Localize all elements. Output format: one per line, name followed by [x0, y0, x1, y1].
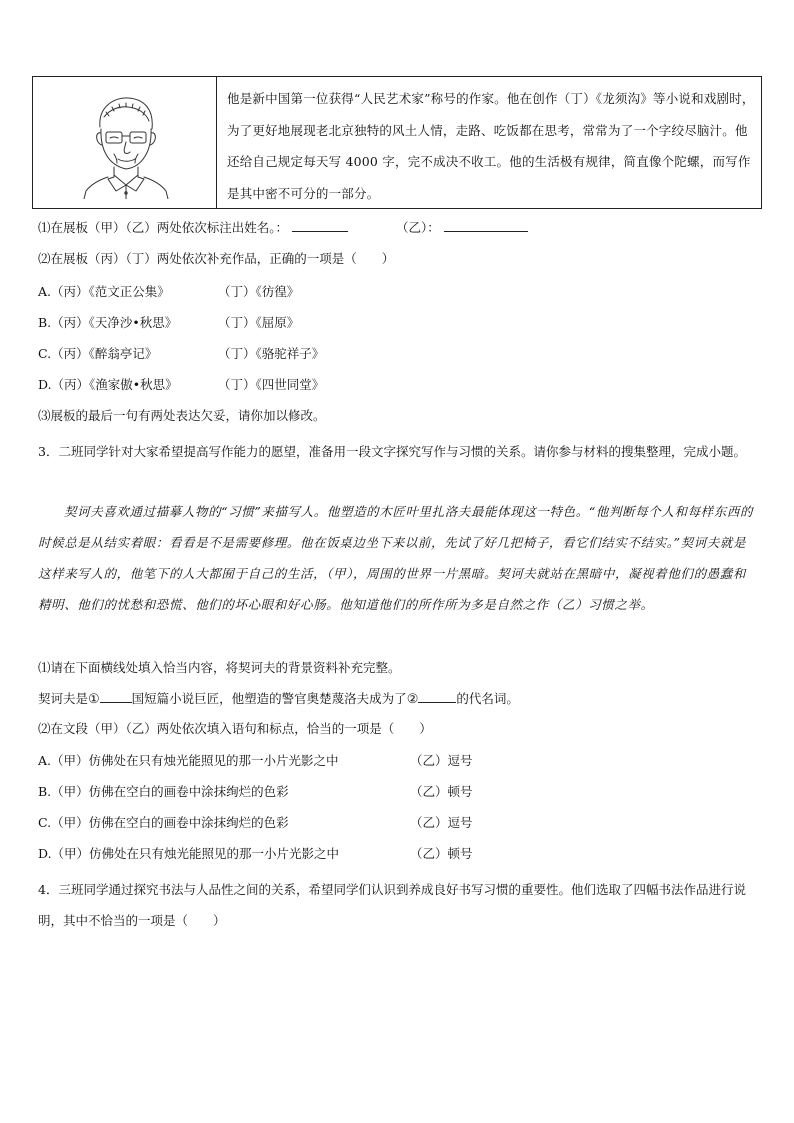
q3-option-a-right: （乙）逗号 [410, 753, 473, 768]
q2-sub1 [38, 218, 528, 236]
blank-1[interactable] [100, 690, 132, 703]
q3-option-d-right: （乙）顿号 [410, 846, 473, 861]
q3-sub1: ⑴请在下面横线处填入恰当内容，将契诃夫的背景资料补充完整。 [38, 660, 401, 675]
portrait-cell [33, 77, 217, 208]
author-profile-box [32, 76, 762, 209]
q3-option-c-right: （乙）逗号 [410, 815, 473, 830]
q3-sub2: ⑵在文段（甲）（乙）两处依次填入语句和标点，恰当的一项是（ ） [38, 721, 432, 736]
q4-stem: 4．三班同学通过探究书法与人品性之间的关系，希望同学们认识到养成良好书写习惯的重要性。他们选取了四幅书法作品进行说明，其中不恰当的一项是（ ） [38, 882, 746, 928]
circle-2-marker: ② [406, 692, 419, 707]
q3-option-d[interactable]: D.（甲）仿佛处在只有烛光能照见的那一小片光影之中 [38, 846, 340, 861]
author-bio: 他是新中国第一位获得“人民艺术家”称号的作家。他在创作（丁）《龙须沟》等小说和戏剧时，为了更好地展现老北京独特的风土人情，走路、吃饭都在思考，常常为了一个字绞尽脑汁。他还给自己规定每天写 4000 字，完不成决不收工。他的生活极有规律，简直像个陀螺，而写作是其中密不可分的一部分。 [227, 91, 755, 201]
q3-fill-a: 契诃夫是 [38, 691, 89, 706]
q2-option-b[interactable]: B.（丙）《天净沙•秋思》 [38, 315, 178, 330]
q2-option-b-right: （丁）《屈原》 [218, 315, 300, 330]
q3-fill-line [38, 689, 519, 707]
q3-option-b[interactable]: B.（甲）仿佛在空白的画卷中涂抹绚烂的色彩 [38, 784, 289, 799]
q2-sub1-prefix: ⑴在展板（甲）（乙）两处依次标注出姓名。： [38, 220, 289, 235]
q2-sub3: ⑶展板的最后一句有两处表达欠妥，请你加以修改。 [38, 408, 326, 423]
q2-sub2: ⑵在展板（丙）（丁）两处依次补充作品，正确的一项是（ ） [38, 251, 395, 266]
q3-fill-b: 国短篇小说巨匠，他塑造的警官奥楚蔑洛夫成为了 [131, 691, 407, 706]
q3-fill-c: 的代名词。 [456, 691, 519, 706]
q2-option-a[interactable]: A.（丙）《范文正公集》 [38, 284, 170, 299]
blank-yi[interactable] [444, 219, 528, 232]
circle-1-marker: ① [88, 692, 100, 707]
q2-sub1-mid: （乙）： [395, 220, 440, 235]
q3-passage: 契诃夫喜欢通过描摹人物的“习惯”来描写人。他塑造的木匠叶里扎洛夫最能体现这一特色。“他判断每个人和每样东西的时候总是从结实着眼：看看是不是需要修理。他在饭桌边坐下来以前，先试了好几把椅子，看它们结实不结实。”契诃夫就是这样来写人的，他笔下的人大都囿于自己的生活，（甲），周围的世界一片黑暗。契诃夫就站在黑暗中，凝视着他们的愚蠢和精明、他们的忧愁和恐慌、他们的坏心眼和好心肠。他知道他们的所作所为多是自然之作（乙）习惯之举。 [38, 504, 754, 612]
q3-option-c[interactable]: C.（甲）仿佛在空白的画卷中涂抹绚烂的色彩 [38, 815, 289, 830]
q3-option-a[interactable]: A.（甲）仿佛处在只有烛光能照见的那一小片光影之中 [38, 753, 339, 768]
q2-option-d-right: （丁）《四世同堂》 [218, 377, 325, 392]
q2-option-d[interactable]: D.（丙）《渔家傲•秋思》 [38, 377, 178, 392]
q2-option-a-right: （丁）《彷徨》 [218, 284, 300, 299]
q3-stem: 3．二班同学针对大家希望提高写作能力的愿望，准备用一段文字探究写作与习惯的关系。请你参与材料的搜集整理，完成小题。 [38, 444, 746, 459]
blank-jia[interactable] [292, 219, 348, 232]
author-portrait [70, 87, 180, 199]
q2-option-c-right: （丁）《骆驼祥子》 [218, 346, 325, 361]
blank-2[interactable] [418, 690, 456, 703]
q2-option-c[interactable]: C.（丙）《醉翁亭记》 [38, 346, 158, 361]
q3-option-b-right: （乙）顿号 [410, 784, 473, 799]
